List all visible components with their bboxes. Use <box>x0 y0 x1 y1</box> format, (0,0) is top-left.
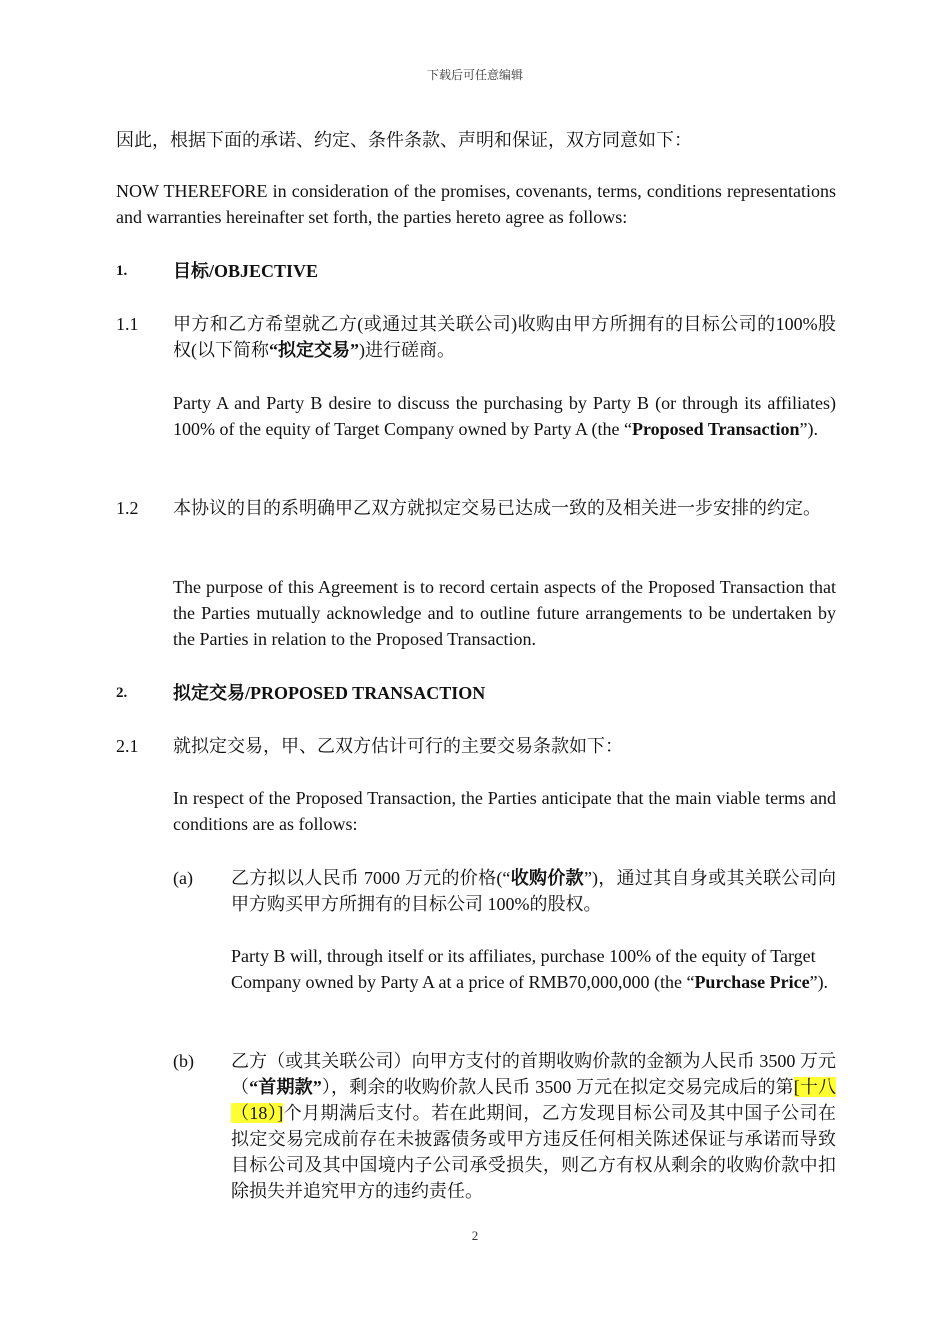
section-1-title: 目标/OBJECTIVE <box>173 261 319 281</box>
clause-2-1-number: 2.1 <box>116 736 139 756</box>
clause-1-1-number: 1.1 <box>116 314 139 334</box>
intro-en: NOW THEREFORE in consideration of the promises, covenants, terms, conditions representations and warranties hereinafter set forth, the parties hereto agree as follows: <box>116 181 836 227</box>
clause-1-2-number: 1.2 <box>116 498 139 518</box>
item-a-zh: 乙方拟以人民币 7000 万元的价格(“收购价款”)，通过其自身或其关联公司向甲方购买甲方所拥有的目标公司 100%的股权。 <box>231 868 837 914</box>
page-header: 下载后可任意编辑 <box>426 68 523 82</box>
item-a-en: Party B will, through itself or its affiliates, purchase 100% of the equity of Target Company owned by Party A at a price of RMB70,000,000 (the “Purchase Price”). <box>231 946 829 992</box>
section-2-title: 拟定交易/PROPOSED TRANSACTION <box>173 683 486 703</box>
highlighted-term: [十八（18）] <box>231 1077 837 1123</box>
section-2-number: 2. <box>116 685 128 701</box>
item-a-label: (a) <box>173 868 193 888</box>
intro-zh: 因此，根据下面的承诺、约定、条件条款、声明和保证，双方同意如下： <box>116 130 692 150</box>
clause-1-1-zh: 甲方和乙方希望就乙方(或通过其关联公司)收购由甲方所拥有的目标公司的100%股权(以下简称“拟定交易”)进行磋商。 <box>173 314 836 360</box>
section-1-number: 1. <box>116 263 128 279</box>
clause-1-1-en: Party A and Party B desire to discuss the purchasing by Party B (or through its affiliates) 100% of the equity of Target Company owned by Party A (the “Proposed Transaction”). <box>173 393 836 439</box>
clause-2-1-en: In respect of the Proposed Transaction, the Parties anticipate that the main viable terms and conditions are as follows: <box>173 788 836 834</box>
clause-2-1-zh: 就拟定交易，甲、乙双方估计可行的主要交易条款如下： <box>173 736 623 756</box>
clause-1-2-zh: 本协议的目的系明确甲乙双方就拟定交易已达成一致的及相关进一步安排的约定。 <box>173 498 821 518</box>
page-number: 2 <box>471 1228 479 1243</box>
clause-1-2-en: The purpose of this Agreement is to record certain aspects of the Proposed Transaction that the Parties mutually acknowledge and to outline future arrangements to be undertaken by the Parties in relation to the Proposed Transaction. <box>173 577 836 649</box>
item-b-zh: 乙方（或其关联公司）向甲方支付的首期收购价款的金额为人民币 3500 万元（“首期款”），剩余的收购价款人民币 3500 万元在拟定交易完成后的第[十八（18）]个月期满后支付。若在此期间，乙方发现目标公司及其中国子公司在拟定交易完成前存在未披露债务或甲方违反任何相关陈述保证与承诺而导致目标公司及其中国境内子公司承受损失，则乙方有权从剩余的收购价款中扣除损失并追究甲方的违约责任。 <box>231 1051 837 1201</box>
item-b-label: (b) <box>173 1051 194 1071</box>
